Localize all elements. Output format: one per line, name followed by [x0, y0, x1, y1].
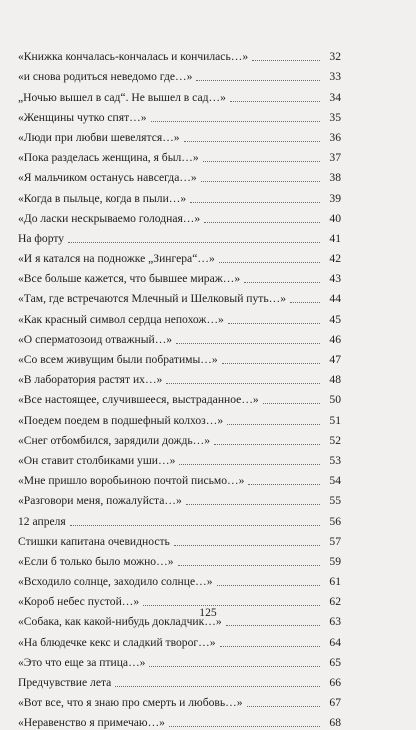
- toc-entry-page: 68: [329, 716, 341, 730]
- toc-entry-page: 63: [329, 615, 341, 629]
- toc-entry-title: «Снег отбомбился, зарядили дождь…»: [18, 433, 211, 447]
- toc-entry-title: «Со всем живущим были побратимы…»: [18, 353, 218, 366]
- toc-entry-page: 65: [329, 655, 341, 669]
- toc-entry-title: «Если б только было можно…»: [18, 554, 174, 568]
- toc-entry-page: 32: [329, 50, 341, 64]
- toc-entry: [18, 327, 341, 347]
- toc-entry-page: 34: [329, 90, 341, 104]
- toc-entry: [18, 306, 341, 326]
- dot-leader: [149, 666, 320, 667]
- dot-leader: [176, 343, 320, 344]
- toc-entry: [18, 407, 341, 427]
- toc-entry-page: 61: [329, 575, 341, 589]
- toc-entry: [18, 64, 341, 84]
- toc-entry-page: 62: [329, 595, 341, 609]
- toc-entry-page: 38: [329, 171, 341, 185]
- toc-entry-title: «Это что еще за птица…»: [18, 655, 146, 669]
- toc-entry-title: «Книжка кончалась-кончалась и кончилась…»: [18, 50, 249, 64]
- toc-entry-page: 44: [329, 292, 341, 306]
- dot-leader: [184, 141, 320, 142]
- toc-entry: [18, 549, 341, 569]
- toc-entry-page: 46: [329, 332, 341, 346]
- toc-entry-title: «До ласки нескрываемо голодная…»: [18, 211, 201, 225]
- dot-leader: [222, 363, 320, 364]
- toc-entry-title: 12 апреля: [18, 514, 66, 528]
- toc-entry-page: 40: [329, 211, 341, 225]
- dot-leader: [252, 60, 320, 61]
- toc-entry-title: «Разговори меня, пожалуйста…»: [18, 494, 182, 508]
- dot-leader: [68, 242, 320, 243]
- toc-entry-page: 51: [329, 413, 341, 427]
- toc-entry: [18, 529, 341, 549]
- toc-entry-page: 54: [329, 474, 341, 488]
- dot-leader: [263, 403, 320, 404]
- toc-entry: [18, 84, 341, 104]
- dot-leader: [174, 545, 320, 546]
- dot-leader: [244, 282, 320, 283]
- toc-entry: [18, 629, 341, 649]
- toc-entry-page: 57: [329, 534, 341, 548]
- toc-entry-page: 59: [329, 554, 341, 568]
- dot-leader: [227, 424, 320, 425]
- toc-entry-title: «Короб небес пустой…»: [18, 595, 140, 609]
- toc-entry-page: 56: [329, 514, 341, 528]
- toc-entry-page: 48: [329, 373, 341, 387]
- dot-leader: [115, 686, 320, 687]
- toc-entry: [18, 650, 341, 670]
- toc-entry-title: «Когда в пыльце, когда в пыли…»: [18, 191, 187, 205]
- toc-entry: [18, 286, 341, 306]
- toc-entry-title: «Пока разделась женщина, я был…»: [18, 151, 199, 165]
- toc-entry: [18, 569, 341, 589]
- toc-entry-page: 39: [329, 191, 341, 205]
- toc-entry: [18, 387, 341, 407]
- dot-leader: [228, 323, 320, 324]
- dot-leader: [220, 646, 320, 647]
- dot-leader: [203, 161, 320, 162]
- toc-entry-title: „Ночью вышел в сад“. Не вышел в сад…»: [18, 90, 226, 104]
- toc-entry-title: «Люди при любви шевелятся…»: [18, 130, 180, 144]
- toc-entry-page: 66: [329, 676, 341, 689]
- toc-entry-title: «Мне пришло воробьиною почтой письмо…»: [18, 474, 245, 488]
- toc-entry-page: 55: [329, 494, 341, 508]
- toc-entry-page: 67: [329, 696, 341, 710]
- dot-leader: [214, 444, 320, 445]
- toc-entry-page: 42: [329, 252, 341, 266]
- toc-entry: [18, 165, 341, 185]
- dot-leader: [217, 585, 321, 586]
- toc-entry-title: «Как красный символ сердца непохож…»: [18, 312, 224, 326]
- toc-entry: [18, 670, 341, 690]
- toc-entry-title: «Собака, как какой-нибудь докладчик…»: [18, 615, 222, 629]
- toc-entry-page: 33: [329, 70, 341, 84]
- dot-leader: [186, 504, 320, 505]
- dot-leader: [151, 121, 320, 122]
- dot-leader: [201, 181, 320, 182]
- toc-entry-title: «Там, где встречаются Млечный и Шелковый путь…»: [18, 292, 287, 306]
- toc-entry-title: «Он ставит столбиками уши…»: [18, 453, 176, 467]
- toc-entry-title: «Неравенство я примечаю…»: [18, 716, 165, 730]
- toc-entry: [18, 226, 341, 246]
- dot-leader: [190, 202, 320, 203]
- dot-leader: [248, 484, 320, 485]
- toc-entry-title: Предчувствие лета: [18, 676, 112, 689]
- toc-entry-title: «В лаборатория растят их…»: [18, 373, 163, 387]
- dot-leader: [230, 101, 320, 102]
- table-of-contents: [18, 44, 341, 730]
- toc-entry-title: Стишки капитана очевидность: [18, 534, 170, 548]
- toc-entry-title: «и снова родиться неведомо где…»: [18, 70, 193, 84]
- toc-entry-page: 45: [329, 312, 341, 326]
- toc-entry: [18, 185, 341, 205]
- toc-entry-page: 41: [329, 231, 341, 245]
- dot-leader: [70, 525, 320, 526]
- toc-entry-title: «Я мальчиком останусь навсегда…»: [18, 171, 197, 185]
- toc-entry-title: «Поедем поедем в подшефный колхоз…»: [18, 413, 224, 427]
- dot-leader: [247, 706, 320, 707]
- toc-entry: [18, 508, 341, 528]
- dot-leader: [226, 625, 320, 626]
- toc-entry: [18, 145, 341, 165]
- toc-entry: [18, 125, 341, 145]
- dot-leader: [166, 383, 320, 384]
- page-number: 125: [199, 606, 217, 619]
- dot-leader: [204, 222, 320, 223]
- toc-entry-page: 37: [329, 151, 341, 165]
- toc-entry-title: «О сперматозоид отважный…»: [18, 332, 173, 346]
- toc-entry-page: 52: [329, 433, 341, 447]
- toc-entry-title: На форту: [18, 231, 65, 245]
- toc-entry: [18, 710, 341, 730]
- toc-entry: [18, 428, 341, 448]
- toc-entry: [18, 347, 341, 367]
- toc-entry-title: «Вот все, что я знаю про смерть и любовь…»: [18, 696, 243, 710]
- toc-entry-page: 43: [329, 272, 341, 286]
- toc-entry-page: 47: [329, 353, 341, 366]
- toc-entry-title: «На блюдечке кекс и сладкий творог…»: [18, 635, 216, 649]
- toc-entry-page: 53: [329, 453, 341, 467]
- toc-entry-title: «Женщины чутко спят…»: [18, 110, 147, 124]
- toc-entry: [18, 367, 341, 387]
- toc-entry-page: 36: [329, 130, 341, 144]
- toc-entry: [18, 246, 341, 266]
- dot-leader: [219, 262, 320, 263]
- toc-entry: [18, 488, 341, 508]
- toc-entry: [18, 690, 341, 710]
- toc-entry-page: 64: [329, 635, 341, 649]
- dot-leader: [196, 80, 320, 81]
- toc-entry-title: «Все больше кажется, что бывшее мираж…»: [18, 272, 241, 286]
- toc-entry-title: «Всходило солнце, заходило солнце…»: [18, 575, 213, 589]
- dot-leader: [179, 464, 320, 465]
- dot-leader: [169, 726, 320, 727]
- toc-entry: [18, 448, 341, 468]
- toc-entry-page: 35: [329, 110, 341, 124]
- toc-entry: [18, 468, 341, 488]
- toc-entry: [18, 206, 341, 226]
- dot-leader: [178, 565, 321, 566]
- toc-entry: [18, 44, 341, 64]
- toc-entry-page: 50: [329, 393, 341, 407]
- toc-entry: [18, 266, 341, 286]
- toc-entry-title: «И я катался на подножке „Зингера“…»: [18, 252, 215, 266]
- toc-entry: [18, 105, 341, 125]
- toc-entry-title: «Все настоящее, случившееся, выстраданное…»: [18, 393, 259, 407]
- dot-leader: [290, 302, 320, 303]
